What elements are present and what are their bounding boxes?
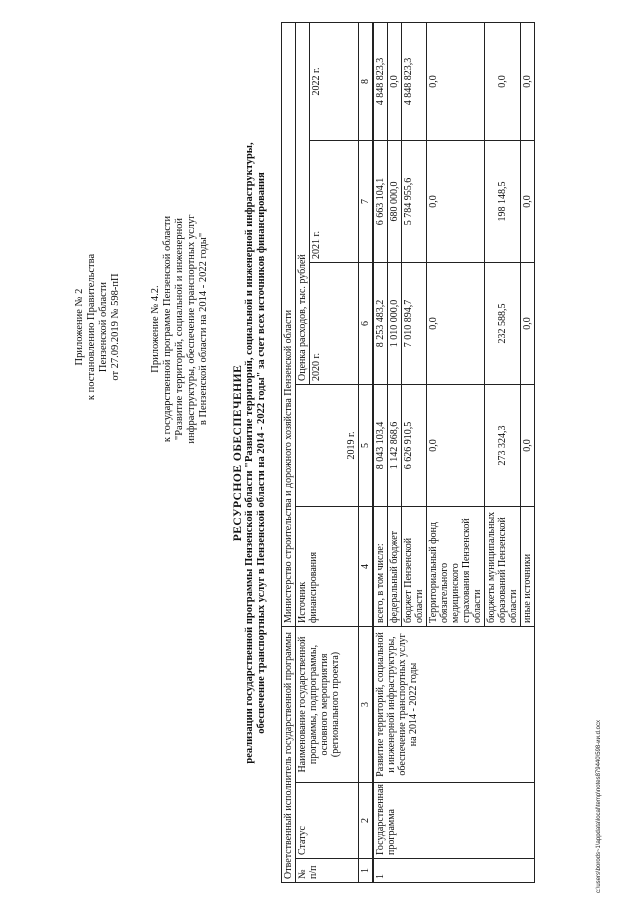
appendix-2-block <box>74 167 122 487</box>
source-label: Территориальный фонд обязательного медицинского страхования Пензенской области <box>427 507 485 627</box>
appendix-2-line: Приложение № 2 <box>74 288 85 366</box>
colnum: 6 <box>359 263 374 385</box>
appendix-2-line: от 27.09.2019 № 598-пП <box>110 273 121 381</box>
header-source: Источник финансирования <box>296 507 359 627</box>
value-2022: 4 848 823,3 <box>373 22 388 140</box>
value-2021: 5 784 955,6 <box>402 141 427 263</box>
value-2019: 0,0 <box>427 385 485 507</box>
row-num: 1 <box>373 859 535 883</box>
header-year-2022: 2022 г. <box>310 22 359 140</box>
value-2022: 0,0 <box>485 22 521 140</box>
appendix-4-2-line: в Пензенской области на 2014 - 2022 годы" <box>198 232 209 426</box>
value-2021: 6 663 104,1 <box>373 141 388 263</box>
source-label: бюджеты муниципальных образований Пензенской области <box>485 507 521 627</box>
value-2020: 1 010 000,0 <box>388 263 402 385</box>
value-2022: 0,0 <box>388 22 402 140</box>
value-2022: 4 848 823,3 <box>402 22 427 140</box>
value-2021: 0,0 <box>427 141 485 263</box>
value-2021: 198 148,5 <box>485 141 521 263</box>
header-name: Наименование государственной программы, подпрограммы, основного мероприятия (регионального проекта) <box>296 627 359 783</box>
header-row-columns <box>296 22 310 882</box>
header-responsible: Ответственный исполнитель государственной программы <box>282 627 296 883</box>
colnum: 1 <box>359 859 374 883</box>
column-number-row <box>359 22 374 882</box>
header-row-responsible <box>282 22 296 882</box>
value-2020: 7 010 894,7 <box>402 263 427 385</box>
header-ministry: Министерство строительства и дорожного хозяйства Пензенской области <box>282 22 296 626</box>
colnum: 5 <box>359 385 374 507</box>
header-status: Статус <box>296 783 359 859</box>
value-2020: 0,0 <box>521 263 535 385</box>
appendix-4-2-block <box>150 149 210 509</box>
source-label: всего, в том числе: <box>373 507 388 627</box>
colnum: 4 <box>359 507 374 627</box>
value-2022: 0,0 <box>427 22 485 140</box>
title-main: РЕСУРСНОЕ ОБЕСПЕЧЕНИЕ <box>232 364 244 542</box>
file-path-footer: c:\users\borods~1\appdata\local\temp\notes879440\598-ии.d.ocx <box>596 720 602 893</box>
appendix-4-2-line: к государственной программе Пензенской области <box>162 215 173 443</box>
source-label: федеральный бюджет <box>388 507 402 627</box>
colnum: 8 <box>359 22 374 140</box>
appendix-4-2-line: Приложение № 4.2. <box>150 285 161 373</box>
colnum: 3 <box>359 627 374 783</box>
title-line: обеспечение транспортных услуг в Пензенской области на 2014 - 2022 годы" за счет всех источников финансирования <box>256 172 267 734</box>
header-year-2021: 2021 г. <box>310 141 359 263</box>
row-program-name: Развитие территорий, социальной и инженерной инфраструктуры, обеспечение транспортных услуг на 2014 - 2022 годы <box>373 627 535 783</box>
value-2020: 232 588,5 <box>485 263 521 385</box>
value-2020: 8 253 483,2 <box>373 263 388 385</box>
colnum: 7 <box>359 141 374 263</box>
value-2022: 0,0 <box>521 22 535 140</box>
resource-table <box>281 22 535 883</box>
value-2019: 6 626 910,5 <box>402 385 427 507</box>
header-estimate: Оценка расходов, тыс. рублей <box>296 22 310 384</box>
source-label: бюджет Пензенской области <box>402 507 427 627</box>
value-2019: 1 142 868,6 <box>388 385 402 507</box>
value-2021: 0,0 <box>521 141 535 263</box>
appendix-4-2-line: "Развитие территорий, социальной и инженерной <box>174 217 185 441</box>
document-title <box>232 23 268 883</box>
value-2019: 273 324,3 <box>485 385 521 507</box>
row-status: Государственная программа <box>373 783 535 859</box>
appendix-4-2-line: инфраструктуры, обеспечение транспортных услуг <box>186 214 197 444</box>
table-row <box>373 22 388 882</box>
header-num: № п/п <box>296 859 359 883</box>
value-2019: 0,0 <box>521 385 535 507</box>
value-2019: 8 043 103,4 <box>373 385 388 507</box>
header-year-2020: 2020 г. <box>310 263 359 385</box>
colnum: 2 <box>359 783 374 859</box>
value-2021: 680 000,0 <box>388 141 402 263</box>
appendix-2-line: к постановлению Правительства <box>86 253 97 401</box>
title-line: реализации государственной программы Пензенской области "Развитие территорий, социальной и инженерной инфраструктуры, <box>244 142 255 764</box>
appendix-2-line: Пензенской области <box>98 281 109 373</box>
source-label: иные источники <box>521 507 535 627</box>
header-year-2019: 2019 г. <box>296 385 359 507</box>
value-2020: 0,0 <box>427 263 485 385</box>
